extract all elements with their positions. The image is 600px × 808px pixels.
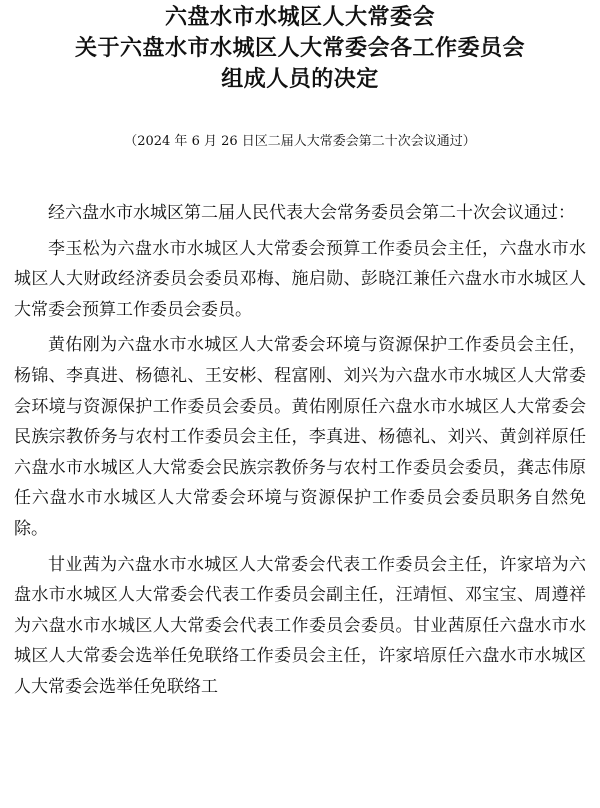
document-title bbox=[0, 2, 600, 95]
body-paragraph-intro: 经六盘水市水城区第二届人民代表大会常务委员会第二十次会议通过： bbox=[48, 203, 575, 223]
title-line-1: 六盘水市水城区人大常委会 bbox=[164, 5, 435, 30]
body-paragraph: 黄佑刚为六盘水市水城区人大常委会环境与资源保护工作委员会主任，杨锦、李真进、杨德礼、王安彬、程富刚、刘兴为六盘水市水城区人大常委会环境与资源保护工作委员会委员。黄佑刚原任六盘水市水城区人大常委会民族宗教侨务与农村工作委员会主任，李真进、杨德礼、刘兴、黄剑祥原任六盘水市水城区人大常委会民族宗教侨务与农村工作委员会委员，龚志伟原任六盘水市水城区人大常委会环境与资源保护工作委员会委员职务自然免除。 bbox=[14, 335, 586, 539]
title-line-2: 关于六盘水市水城区人大常委会各工作委员会 bbox=[74, 36, 525, 61]
document-body bbox=[14, 198, 586, 708]
document-subtitle: （2024 年 6 月 26 日区二届人大常委会第二十次会议通过） bbox=[124, 134, 476, 149]
body-paragraph: 甘业茜为六盘水市水城区人大常委会代表工作委员会主任，许家培为六盘水市水城区人大常委会代表工作委员会副主任，汪靖恒、邓宝宝、周遵祥为六盘水市水城区人大常委会代表工作委员会委员。甘业茜原任六盘水市水城区人大常委会选举任免联络工作委员会主任，许家培原任六盘水市水城区人大常委会选举任免联络工 bbox=[14, 554, 586, 697]
body-paragraph: 李玉松为六盘水市水城区人大常委会预算工作委员会主任，六盘水市水城区人大财政经济委员会委员邓梅、施启勋、彭晓江兼任六盘水市水城区人大常委会预算工作委员会委员。 bbox=[14, 238, 586, 320]
title-line-3: 组成人员的决定 bbox=[221, 67, 379, 92]
